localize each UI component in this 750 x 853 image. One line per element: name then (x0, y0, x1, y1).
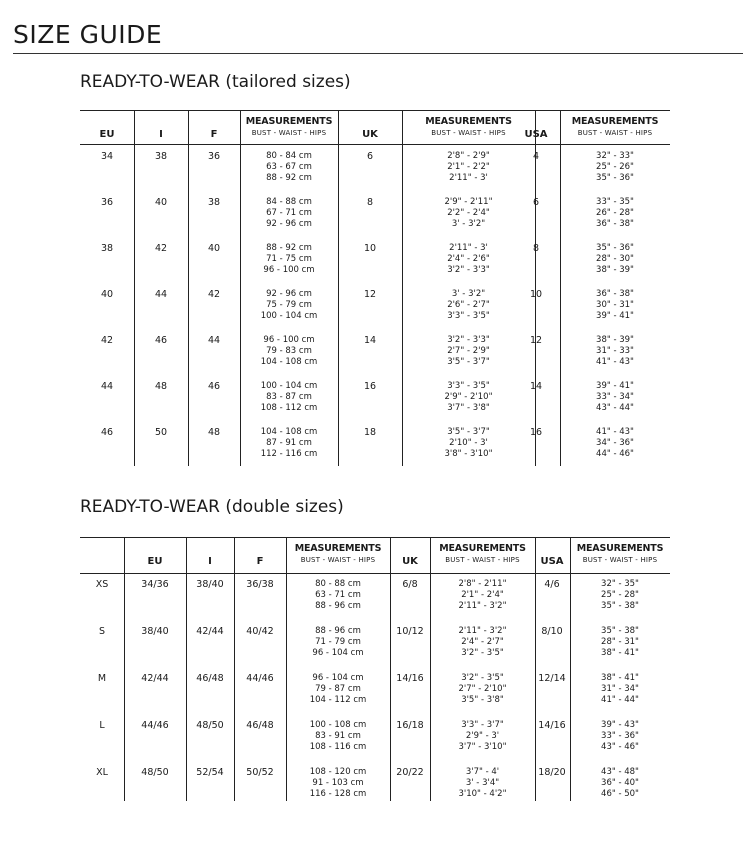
size-cell-i: 44 (154, 289, 168, 300)
measurement-line: 39" - 41" (596, 381, 634, 391)
measurement-line: 3' - 3'2" (451, 289, 486, 299)
measurement-line: 2'8" - 2'9" (447, 151, 490, 161)
size-cell-i: 38/40 (196, 579, 224, 590)
measurement-cell-cm (286, 579, 390, 612)
measurement-line: 2'4" - 2'7" (461, 637, 504, 647)
size-cell-eu: 44/46 (141, 720, 169, 731)
column-divider (390, 537, 391, 801)
measurement-line: 2'1" - 2'4" (461, 590, 504, 600)
measurement-cell-uk_in (430, 720, 535, 753)
measurement-line: 71 - 79 cm (315, 637, 361, 647)
size-cell-f: 44 (207, 335, 221, 346)
measurement-line: 96 - 100 cm (263, 265, 315, 275)
measurement-cell-cm (240, 197, 338, 230)
size-cell-size: S (98, 626, 106, 637)
size-cell-f: 36 (207, 151, 221, 162)
measurement-line: 80 - 84 cm (266, 151, 312, 161)
column-divider (430, 537, 431, 801)
measurement-cell-cm (240, 335, 338, 368)
size-cell-i: 42/44 (196, 626, 224, 637)
measurement-line: 100 - 108 cm (309, 720, 367, 730)
measurement-line: 80 - 88 cm (315, 579, 361, 589)
measurement-line: 2'11" - 3' (449, 173, 488, 183)
measurement-line: 108 - 120 cm (309, 767, 367, 777)
measurement-line: 88 - 96 cm (315, 601, 361, 611)
column-divider (124, 537, 125, 801)
measurement-line: 2'1" - 2'2" (447, 162, 490, 172)
measurement-line: 35" - 38" (601, 601, 639, 611)
size-cell-uk: 6 (366, 151, 374, 162)
measurement-line: 41" - 43" (596, 427, 634, 437)
measurement-line: 100 - 104 cm (260, 311, 318, 321)
measurement-line: 30" - 31" (596, 300, 634, 310)
measurements-label: MEASUREMENTS (439, 543, 526, 554)
measurement-cell-us_in (570, 720, 670, 753)
size-cell-i: 52/54 (196, 767, 224, 778)
tailored-size-table (80, 110, 670, 466)
measurement-line: 3'3" - 3'5" (447, 311, 490, 321)
measurement-line: 2'9" - 2'11" (444, 197, 493, 207)
measurement-cell-us_in (560, 243, 670, 276)
measurements-sublabel: BUST - WAIST - HIPS (431, 129, 506, 137)
size-cell-eu: 38/40 (141, 626, 169, 637)
measurement-cell-us_in (560, 289, 670, 322)
size-cell-usa: 14/16 (538, 720, 566, 731)
measurements-header (570, 543, 670, 564)
column-divider (234, 537, 235, 801)
measurement-line: 33" - 35" (596, 197, 634, 207)
size-cell-f: 46 (207, 381, 221, 392)
measurements-header (240, 116, 338, 137)
measurement-line: 38" - 41" (601, 648, 639, 658)
measurement-line: 108 - 112 cm (260, 403, 318, 413)
column-header-i: I (208, 556, 212, 567)
measurements-label: MEASUREMENTS (425, 116, 512, 127)
size-cell-eu: 36 (100, 197, 114, 208)
size-cell-usa: 4/6 (544, 579, 560, 590)
size-cell-eu: 46 (100, 427, 114, 438)
table-top-rule (80, 537, 670, 538)
column-header-eu: EU (147, 556, 163, 567)
measurement-cell-uk_in (430, 579, 535, 612)
size-cell-eu: 34/36 (141, 579, 169, 590)
measurement-line: 2'11" - 3'2" (458, 601, 507, 611)
size-cell-i: 48 (154, 381, 168, 392)
measurement-cell-us_in (560, 335, 670, 368)
measurement-line: 46" - 50" (601, 789, 639, 799)
measurement-line: 88 - 92 cm (266, 173, 312, 183)
size-cell-uk: 16 (363, 381, 377, 392)
measurement-line: 26" - 28" (596, 208, 634, 218)
measurement-line: 87 - 91 cm (266, 438, 312, 448)
double-size-table (80, 537, 670, 801)
size-cell-f: 40 (207, 243, 221, 254)
column-header-f: F (210, 129, 218, 140)
measurements-header (430, 543, 535, 564)
size-cell-f: 46/48 (246, 720, 274, 731)
size-cell-size: M (97, 673, 107, 684)
measurement-line: 2'7" - 2'10" (458, 684, 507, 694)
column-divider (186, 537, 187, 801)
measurements-label: MEASUREMENTS (571, 116, 659, 127)
measurement-cell-cm (286, 767, 390, 800)
size-cell-i: 42 (154, 243, 168, 254)
measurement-line: 104 - 108 cm (260, 427, 318, 437)
measurement-cell-cm (240, 243, 338, 276)
measurement-line: 88 - 96 cm (315, 626, 361, 636)
size-cell-uk: 10/12 (396, 626, 424, 637)
size-cell-eu: 34 (100, 151, 114, 162)
measurements-label: MEASUREMENTS (294, 543, 382, 554)
measurement-cell-cm (240, 289, 338, 322)
measurement-cell-cm (240, 151, 338, 184)
measurement-line: 3'5" - 3'7" (447, 427, 490, 437)
size-cell-uk: 12 (363, 289, 377, 300)
measurement-line: 92 - 96 cm (266, 219, 312, 229)
measurement-line: 67 - 71 cm (266, 208, 312, 218)
measurement-line: 3'2" - 3'3" (447, 265, 490, 275)
size-cell-usa: 8 (532, 243, 540, 254)
size-cell-eu: 48/50 (141, 767, 169, 778)
measurement-line: 44" - 46" (596, 449, 634, 459)
size-cell-i: 38 (154, 151, 168, 162)
size-cell-eu: 42/44 (141, 673, 169, 684)
size-cell-f: 48 (207, 427, 221, 438)
measurement-line: 3'7" - 3'10" (458, 742, 507, 752)
measurement-line: 116 - 128 cm (309, 789, 367, 799)
measurement-line: 63 - 71 cm (315, 590, 361, 600)
measurement-cell-us_in (560, 381, 670, 414)
measurement-line: 41" - 43" (596, 357, 634, 367)
size-cell-f: 42 (207, 289, 221, 300)
table-header-rule (80, 573, 670, 574)
size-cell-size: L (99, 720, 105, 731)
measurement-line: 88 - 92 cm (266, 243, 312, 253)
size-cell-usa: 18/20 (538, 767, 566, 778)
measurement-line: 2'10" - 3' (449, 438, 488, 448)
measurement-cell-cm (286, 626, 390, 659)
measurement-line: 3'7" - 3'8" (447, 403, 490, 413)
measurement-line: 104 - 112 cm (309, 695, 367, 705)
measurement-line: 3' - 3'4" (465, 778, 500, 788)
size-cell-eu: 44 (100, 381, 114, 392)
measurement-line: 38" - 39" (596, 265, 634, 275)
measurements-header (560, 116, 670, 137)
measurement-line: 41" - 44" (601, 695, 639, 705)
measurement-line: 3'3" - 3'7" (461, 720, 504, 730)
size-cell-f: 38 (207, 197, 221, 208)
table-header-rule (80, 144, 670, 145)
measurement-cell-cm (240, 427, 338, 460)
size-cell-i: 40 (154, 197, 168, 208)
measurement-line: 108 - 116 cm (309, 742, 367, 752)
size-cell-uk: 16/18 (396, 720, 424, 731)
size-cell-usa: 12 (529, 335, 543, 346)
measurement-line: 25" - 28" (601, 590, 639, 600)
measurement-line: 83 - 87 cm (266, 392, 312, 402)
tailored-section-title: READY-TO-WEAR (tailored sizes) (80, 72, 351, 92)
size-cell-usa: 10 (529, 289, 543, 300)
size-cell-uk: 6/8 (402, 579, 418, 590)
measurement-line: 75 - 79 cm (266, 300, 312, 310)
measurements-header (286, 543, 390, 564)
measurement-line: 33" - 34" (596, 392, 634, 402)
size-cell-usa: 16 (529, 427, 543, 438)
measurement-line: 104 - 108 cm (260, 357, 318, 367)
measurement-line: 2'4" - 2'6" (447, 254, 490, 264)
title-rule (13, 53, 743, 54)
column-divider (535, 537, 536, 801)
measurement-line: 32" - 35" (601, 579, 639, 589)
measurement-cell-us_in (570, 579, 670, 612)
measurement-line: 79 - 87 cm (315, 684, 361, 694)
column-header-usa: USA (524, 129, 548, 140)
measurement-line: 112 - 116 cm (260, 449, 318, 459)
measurement-line: 3'3" - 3'5" (447, 381, 490, 391)
column-header-eu: EU (99, 129, 115, 140)
column-divider (188, 110, 189, 466)
measurement-line: 3'5" - 3'8" (461, 695, 504, 705)
size-cell-eu: 42 (100, 335, 114, 346)
measurement-line: 36" - 38" (596, 289, 634, 299)
size-cell-size: XS (95, 579, 109, 590)
measurement-line: 34" - 36" (596, 438, 634, 448)
measurement-cell-uk_in (430, 673, 535, 706)
measurement-line: 38" - 39" (596, 335, 634, 345)
size-cell-uk: 20/22 (396, 767, 424, 778)
size-cell-f: 40/42 (246, 626, 274, 637)
size-cell-usa: 8/10 (541, 626, 563, 637)
measurement-line: 31" - 34" (601, 684, 639, 694)
measurement-cell-uk_in (430, 767, 535, 800)
measurements-sublabel: BUST - WAIST - HIPS (577, 129, 653, 137)
measurement-line: 96 - 100 cm (263, 335, 315, 345)
column-divider (535, 110, 536, 466)
column-header-usa: USA (540, 556, 564, 567)
column-header-uk: UK (402, 556, 418, 567)
measurement-line: 3'2" - 3'3" (447, 335, 490, 345)
size-cell-i: 48/50 (196, 720, 224, 731)
measurement-line: 2'11" - 3' (449, 243, 488, 253)
measurement-line: 35" - 36" (596, 243, 634, 253)
measurement-cell-cm (240, 381, 338, 414)
size-cell-i: 46/48 (196, 673, 224, 684)
size-cell-f: 44/46 (246, 673, 274, 684)
size-cell-f: 36/38 (246, 579, 274, 590)
measurements-sublabel: BUST - WAIST - HIPS (251, 129, 327, 137)
size-cell-size: XL (96, 767, 108, 778)
measurement-line: 83 - 91 cm (315, 731, 361, 741)
size-cell-i: 46 (154, 335, 168, 346)
measurement-line: 43" - 48" (601, 767, 639, 777)
size-cell-eu: 38 (100, 243, 114, 254)
measurement-cell-us_in (570, 673, 670, 706)
measurement-line: 84 - 88 cm (266, 197, 312, 207)
measurements-label: MEASUREMENTS (576, 543, 664, 554)
measurement-line: 39" - 43" (601, 720, 639, 730)
size-cell-usa: 14 (529, 381, 543, 392)
size-cell-uk: 14/16 (396, 673, 424, 684)
size-cell-uk: 10 (363, 243, 377, 254)
size-cell-uk: 18 (363, 427, 377, 438)
measurement-line: 28" - 31" (601, 637, 639, 647)
measurement-cell-us_in (560, 427, 670, 460)
column-divider (338, 110, 339, 466)
measurement-cell-us_in (560, 151, 670, 184)
measurement-line: 43" - 44" (596, 403, 634, 413)
measurement-line: 38" - 41" (601, 673, 639, 683)
measurement-line: 63 - 67 cm (266, 162, 312, 172)
column-divider (134, 110, 135, 466)
size-cell-uk: 14 (363, 335, 377, 346)
measurement-line: 25" - 26" (596, 162, 634, 172)
measurement-line: 3' - 3'2" (451, 219, 486, 229)
measurement-line: 36" - 40" (601, 778, 639, 788)
measurement-line: 35" - 38" (601, 626, 639, 636)
measurement-line: 31" - 33" (596, 346, 634, 356)
size-cell-usa: 6 (532, 197, 540, 208)
measurement-line: 3'8" - 3'10" (444, 449, 493, 459)
size-cell-uk: 8 (366, 197, 374, 208)
measurements-label: MEASUREMENTS (245, 116, 333, 127)
measurement-line: 96 - 104 cm (312, 673, 364, 683)
measurement-line: 2'11" - 3'2" (458, 626, 507, 636)
measurement-cell-cm (286, 720, 390, 753)
measurement-line: 3'2" - 3'5" (461, 648, 504, 658)
measurement-line: 36" - 38" (596, 219, 634, 229)
measurement-line: 100 - 104 cm (260, 381, 318, 391)
size-cell-usa: 12/14 (538, 673, 566, 684)
measurement-line: 39" - 41" (596, 311, 634, 321)
size-cell-i: 50 (154, 427, 168, 438)
measurement-cell-cm (286, 673, 390, 706)
measurement-line: 3'7" - 4' (465, 767, 500, 777)
measurement-line: 71 - 75 cm (266, 254, 312, 264)
measurement-line: 28" - 30" (596, 254, 634, 264)
size-cell-eu: 40 (100, 289, 114, 300)
double-section-title: READY-TO-WEAR (double sizes) (80, 497, 344, 517)
measurement-line: 33" - 36" (601, 731, 639, 741)
measurement-line: 2'7" - 2'9" (447, 346, 490, 356)
measurement-cell-uk_in (430, 626, 535, 659)
measurement-line: 2'9" - 2'10" (444, 392, 493, 402)
measurements-sublabel: BUST - WAIST - HIPS (445, 556, 520, 564)
measurements-sublabel: BUST - WAIST - HIPS (582, 556, 658, 564)
measurement-line: 2'2" - 2'4" (447, 208, 490, 218)
measurement-cell-us_in (570, 626, 670, 659)
size-cell-usa: 4 (532, 151, 540, 162)
measurement-line: 91 - 103 cm (312, 778, 364, 788)
measurement-cell-us_in (570, 767, 670, 800)
column-header-uk: UK (362, 129, 378, 140)
measurement-line: 43" - 46" (601, 742, 639, 752)
table-top-rule (80, 110, 670, 111)
measurement-line: 3'10" - 4'2" (458, 789, 507, 799)
measurement-line: 32" - 33" (596, 151, 634, 161)
column-header-f: F (256, 556, 264, 567)
measurement-line: 35" - 36" (596, 173, 634, 183)
measurement-line: 2'8" - 2'11" (458, 579, 507, 589)
measurement-line: 92 - 96 cm (266, 289, 312, 299)
measurements-sublabel: BUST - WAIST - HIPS (300, 556, 376, 564)
column-divider (286, 537, 287, 801)
measurement-line: 79 - 83 cm (266, 346, 312, 356)
measurement-line: 3'2" - 3'5" (461, 673, 504, 683)
column-header-i: I (159, 129, 163, 140)
size-cell-f: 50/52 (246, 767, 274, 778)
measurement-line: 96 - 104 cm (312, 648, 364, 658)
column-divider (570, 537, 571, 801)
measurement-line: 2'6" - 2'7" (447, 300, 490, 310)
measurement-line: 3'5" - 3'7" (447, 357, 490, 367)
measurement-line: 2'9" - 3' (465, 731, 500, 741)
measurement-cell-us_in (560, 197, 670, 230)
page-title: SIZE GUIDE (13, 20, 163, 49)
